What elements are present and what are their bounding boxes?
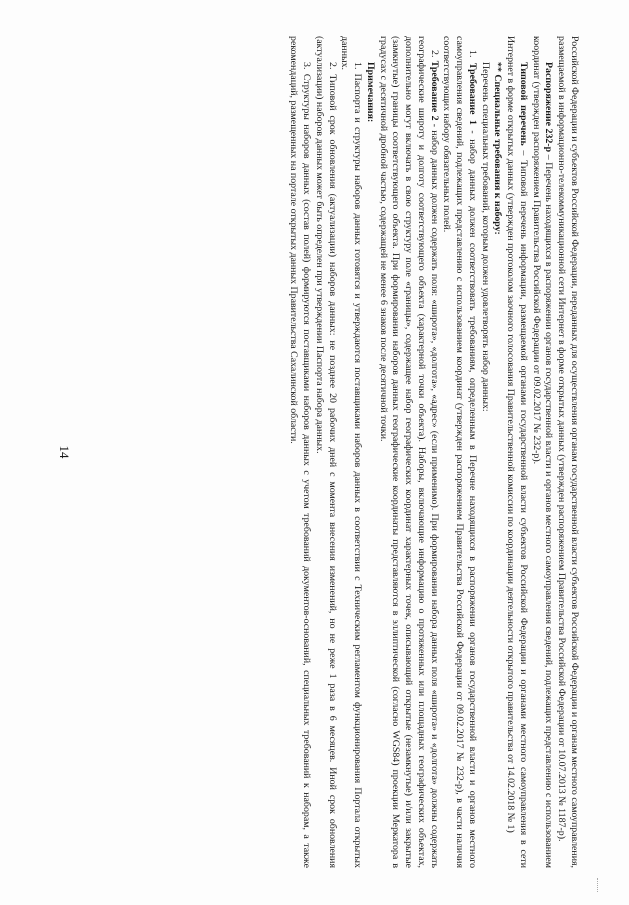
requirement-1: 1. Требование 1 - набор данных должен соответствовать требованиям, определенным в Перечне находящихся в распоряжении органов государственной власти и органов местного самоуправления сведений, подлежащих представлению с использованием координат (утвержден распоряжением Правительства Российской Федерации от 09.02.2017 № 232-р), в части наличия соответствующих набору обязательных полей. bbox=[441, 36, 478, 868]
page-number: 14 bbox=[57, 445, 72, 459]
heading-notes: Примечания: bbox=[365, 62, 376, 123]
note-1: 1. Паспорта и структуры наборов данных готовятся и утверждаются поставщиками наборов данных в соответствии с Техническим регламентом функционирования Портала открытых данных. bbox=[339, 36, 364, 868]
document-body bbox=[0, 36, 580, 868]
paragraph-regions: Российской Федерации и субъектов Российской Федерации, переданных для осуществления органам государственной власти субъектов Российской Федерации и органам местного самоуправления, размещаемой в информационно-телекоммуникационной сети Интернет в форме открытых данных (утвержден распоряжением Правительства Российской Федерации от 10.07.2013 № 1187-р). bbox=[556, 36, 580, 868]
term-requirement-2: Требование 2 bbox=[428, 60, 440, 121]
paragraph-typical-list: Типовой перечень – Типовой перечень информации, размещаемой органами государственной власти субъектов Российской Федерации и органами местного самоуправления в сети Интернет в форме открытых данных (утвержден протоколом заочного голосования Правительственной комиссии по координации деятельности открытого правительства от 14.02.2018 № 1) bbox=[505, 36, 529, 868]
heading-special-requirements: ** Специальные требования к набору: bbox=[492, 62, 504, 235]
term-order-232: Распоряжение 232-р bbox=[543, 62, 555, 153]
note-2: 2. Типовой срок обновления (актуализации) наборов данных: не позднее 20 рабочих дней с момента внесения изменений, но не реже 1 раза в 6 месяцев. Иной срок обновления (актуализации) наборов данных может быть определен при утверждении Паспорта набора данных. bbox=[314, 36, 338, 868]
paragraph-requirements-intro: Перечень специальных требований, которым должен удовлетворять набор данных: bbox=[479, 62, 491, 412]
scan-artifact bbox=[597, 878, 606, 892]
requirement-2: 2. Требование 2 - набор данных должен содержать поля: «широта», «долгота», «адрес» (если применимо). При формировании набора данных поля «широта» и «долгота» должны содержать географические широту и долготу соответствующего объекта (характерной точки объекта). Наборы, включающие информацию о протяженных или площадных географических объектах, дополнительно могут включать в свою структуру поле «границы», содержащее набор географических координат характерных точек, описывающий открытые (незамкнутые) и/или закрытые (замкнутые) границы соответствующего объекта. При формировании наборов данных географические координаты представляются в эллиптической (согласно WGS84) проекции Меркатора в градусах с десятичной дробной частью, содержащей не менее 6 знаков после десятичной точки. bbox=[377, 36, 440, 868]
note-3: 3. Структуры наборов данных (состав полей) формируются поставщиками наборов данных с учетом требований документов-оснований, специальных требований к наборам, а также рекомендаций, размещенных на портале открытых данных Правительства Сахалинской области. bbox=[288, 36, 313, 868]
term-typical-list: Типовой перечень bbox=[518, 62, 529, 146]
term-requirement-1: Требование 1 bbox=[467, 62, 478, 125]
paragraph-order-232: Распоряжение 232-р – Перечень находящихся в распоряжении органов государственной власти и органов местного самоуправления сведений, подлежащих представлению с использованием координат (утвержден распоряжением Правительства Российской Федерации от 09.02.2017 № 232-р). bbox=[530, 36, 555, 868]
